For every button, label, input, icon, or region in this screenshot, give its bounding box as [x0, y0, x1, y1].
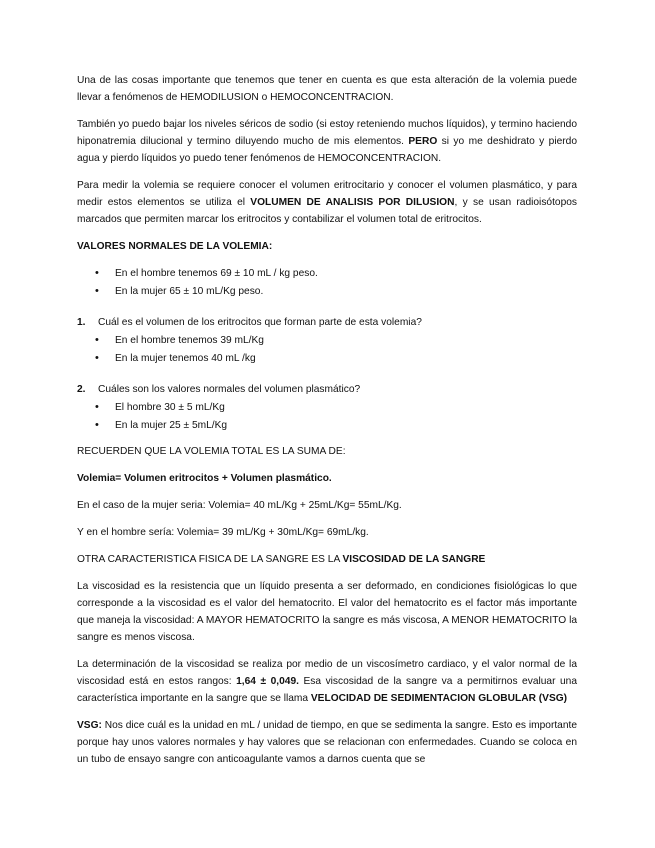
recuerden-line: RECUERDEN QUE LA VOLEMIA TOTAL ES LA SUMA DE:: [77, 446, 346, 457]
heading-viscosidad-text: OTRA CARACTERISTICA FISICA DE LA SANGRE ES LA: [77, 554, 343, 565]
question-text: Cuáles son los valores normales del volumen plasmático?: [98, 384, 361, 395]
volemia-formula: Volemia= Volumen eritrocitos + Volumen plasmático.: [77, 473, 332, 484]
emphasis-rango: 1,64 ± 0,049.: [236, 676, 299, 687]
q2-list: [77, 399, 577, 434]
list-item: • El hombre 30 ± 5 mL/Kg: [77, 399, 577, 416]
list-item: • En la mujer 25 ± 5mL/Kg: [77, 417, 577, 434]
list-item: • En el hombre tenemos 39 mL/Kg: [77, 332, 577, 349]
emphasis-vsg: VELOCIDAD DE SEDIMENTACION GLOBULAR (VSG): [310, 693, 568, 704]
list-item: • En la mujer 65 ± 10 mL/Kg peso.: [77, 283, 577, 300]
paragraph-vsg-text: Nos dice cuál es la unidad en mL / unidad de tiempo, en que se sedimenta la sangre. Esto es importante porque hay unos valores normales y hay valores que se relacionan con enfermedades. Cuando se coloca en un tubo de ensayo sangre con anticoagulante vamos a darnos cuenta que se: [77, 720, 577, 765]
paragraph-sodio-text: También yo puedo bajar los niveles séricos de sodio (si estoy reteniendo muchos líquidos), y termino haciendo hiponatremia dilucional y termino diluyendo mucho de mis elementos.: [77, 119, 577, 147]
paragraph-vsg: [77, 717, 577, 768]
heading-viscosidad: [77, 551, 577, 568]
question-number: 2.: [77, 384, 86, 395]
question-text: Cuál es el volumen de los eritrocitos que forman parte de esta volemia?: [98, 317, 422, 328]
paragraph-sodio-text-end: si yo me deshidrato y pierdo agua y pierdo líquidos yo puedo tener fenómenos de HEMOCONCENTRACION.: [77, 136, 577, 164]
q1-list: [77, 332, 577, 367]
calc-hombre: Y en el hombre sería: Volemia= 39 mL/Kg + 30mL/Kg= 69mL/kg.: [77, 527, 369, 538]
paragraph-medir-text: Para medir la volemia se requiere conocer el volumen eritrocitario y conocer el volumen plasmático, y para medir estos elementos se utiliza el: [77, 180, 577, 208]
vsg-label: VSG:: [77, 720, 102, 731]
calc-mujer: En el caso de la mujer seria: Volemia= 40 mL/Kg + 25mL/Kg= 55mL/Kg.: [77, 500, 402, 511]
list-item: • En la mujer tenemos 40 mL /kg: [77, 350, 577, 367]
paragraph-medir-text-end: , y se usan radioisótopos marcados que permiten marcar los eritrocitos y contabilizar el volumen total de eritrocitos.: [77, 197, 577, 225]
question-1: [77, 314, 577, 331]
question-2: [77, 381, 577, 398]
paragraph-viscosidad: La viscosidad es la resistencia que un líquido presenta a ser deformado, en condiciones fisiológicas lo que corresponde a la viscosidad es el valor del hematocrito. El valor del hematocrito es el factor más importante que maneja la viscosidad: A MAYOR HEMATOCRITO la sangre es más viscosa, A MENOR HEMATOCRITO la sangre es menos viscosa.: [77, 581, 577, 643]
heading-valores-volemia: VALORES NORMALES DE LA VOLEMIA:: [77, 241, 273, 252]
paragraph-det-text-mid: Esa viscosidad de la sangre va a permitirnos evaluar una característica importante en la sangre que se llama: [77, 676, 578, 704]
volemia-list: [77, 265, 577, 300]
paragraph-hemodilusion: Una de las cosas importante que tenemos que tener en cuenta es que esta alteración de la volemia puede llevar a fenómenos de HEMODILUSION o HEMOCONCENTRACION.: [77, 75, 577, 103]
paragraph-determinacion: [77, 656, 577, 707]
question-number: 1.: [77, 317, 86, 328]
paragraph-medir-volemia: [77, 177, 577, 228]
emphasis-viscosidad: VISCOSIDAD DE LA SANGRE: [342, 554, 486, 565]
emphasis-pero: PERO: [408, 136, 438, 147]
emphasis-volumen-analisis: VOLUMEN DE ANALISIS POR DILUSION: [250, 197, 455, 208]
paragraph-sodio: [77, 116, 577, 167]
list-item: • En el hombre tenemos 69 ± 10 mL / kg peso.: [77, 265, 577, 282]
document-page: [77, 72, 577, 778]
paragraph-det-text: La determinación de la viscosidad se realiza por medio de un viscosímetro cardiaco, y el valor normal de la viscosidad está en estos rangos:: [77, 659, 577, 687]
